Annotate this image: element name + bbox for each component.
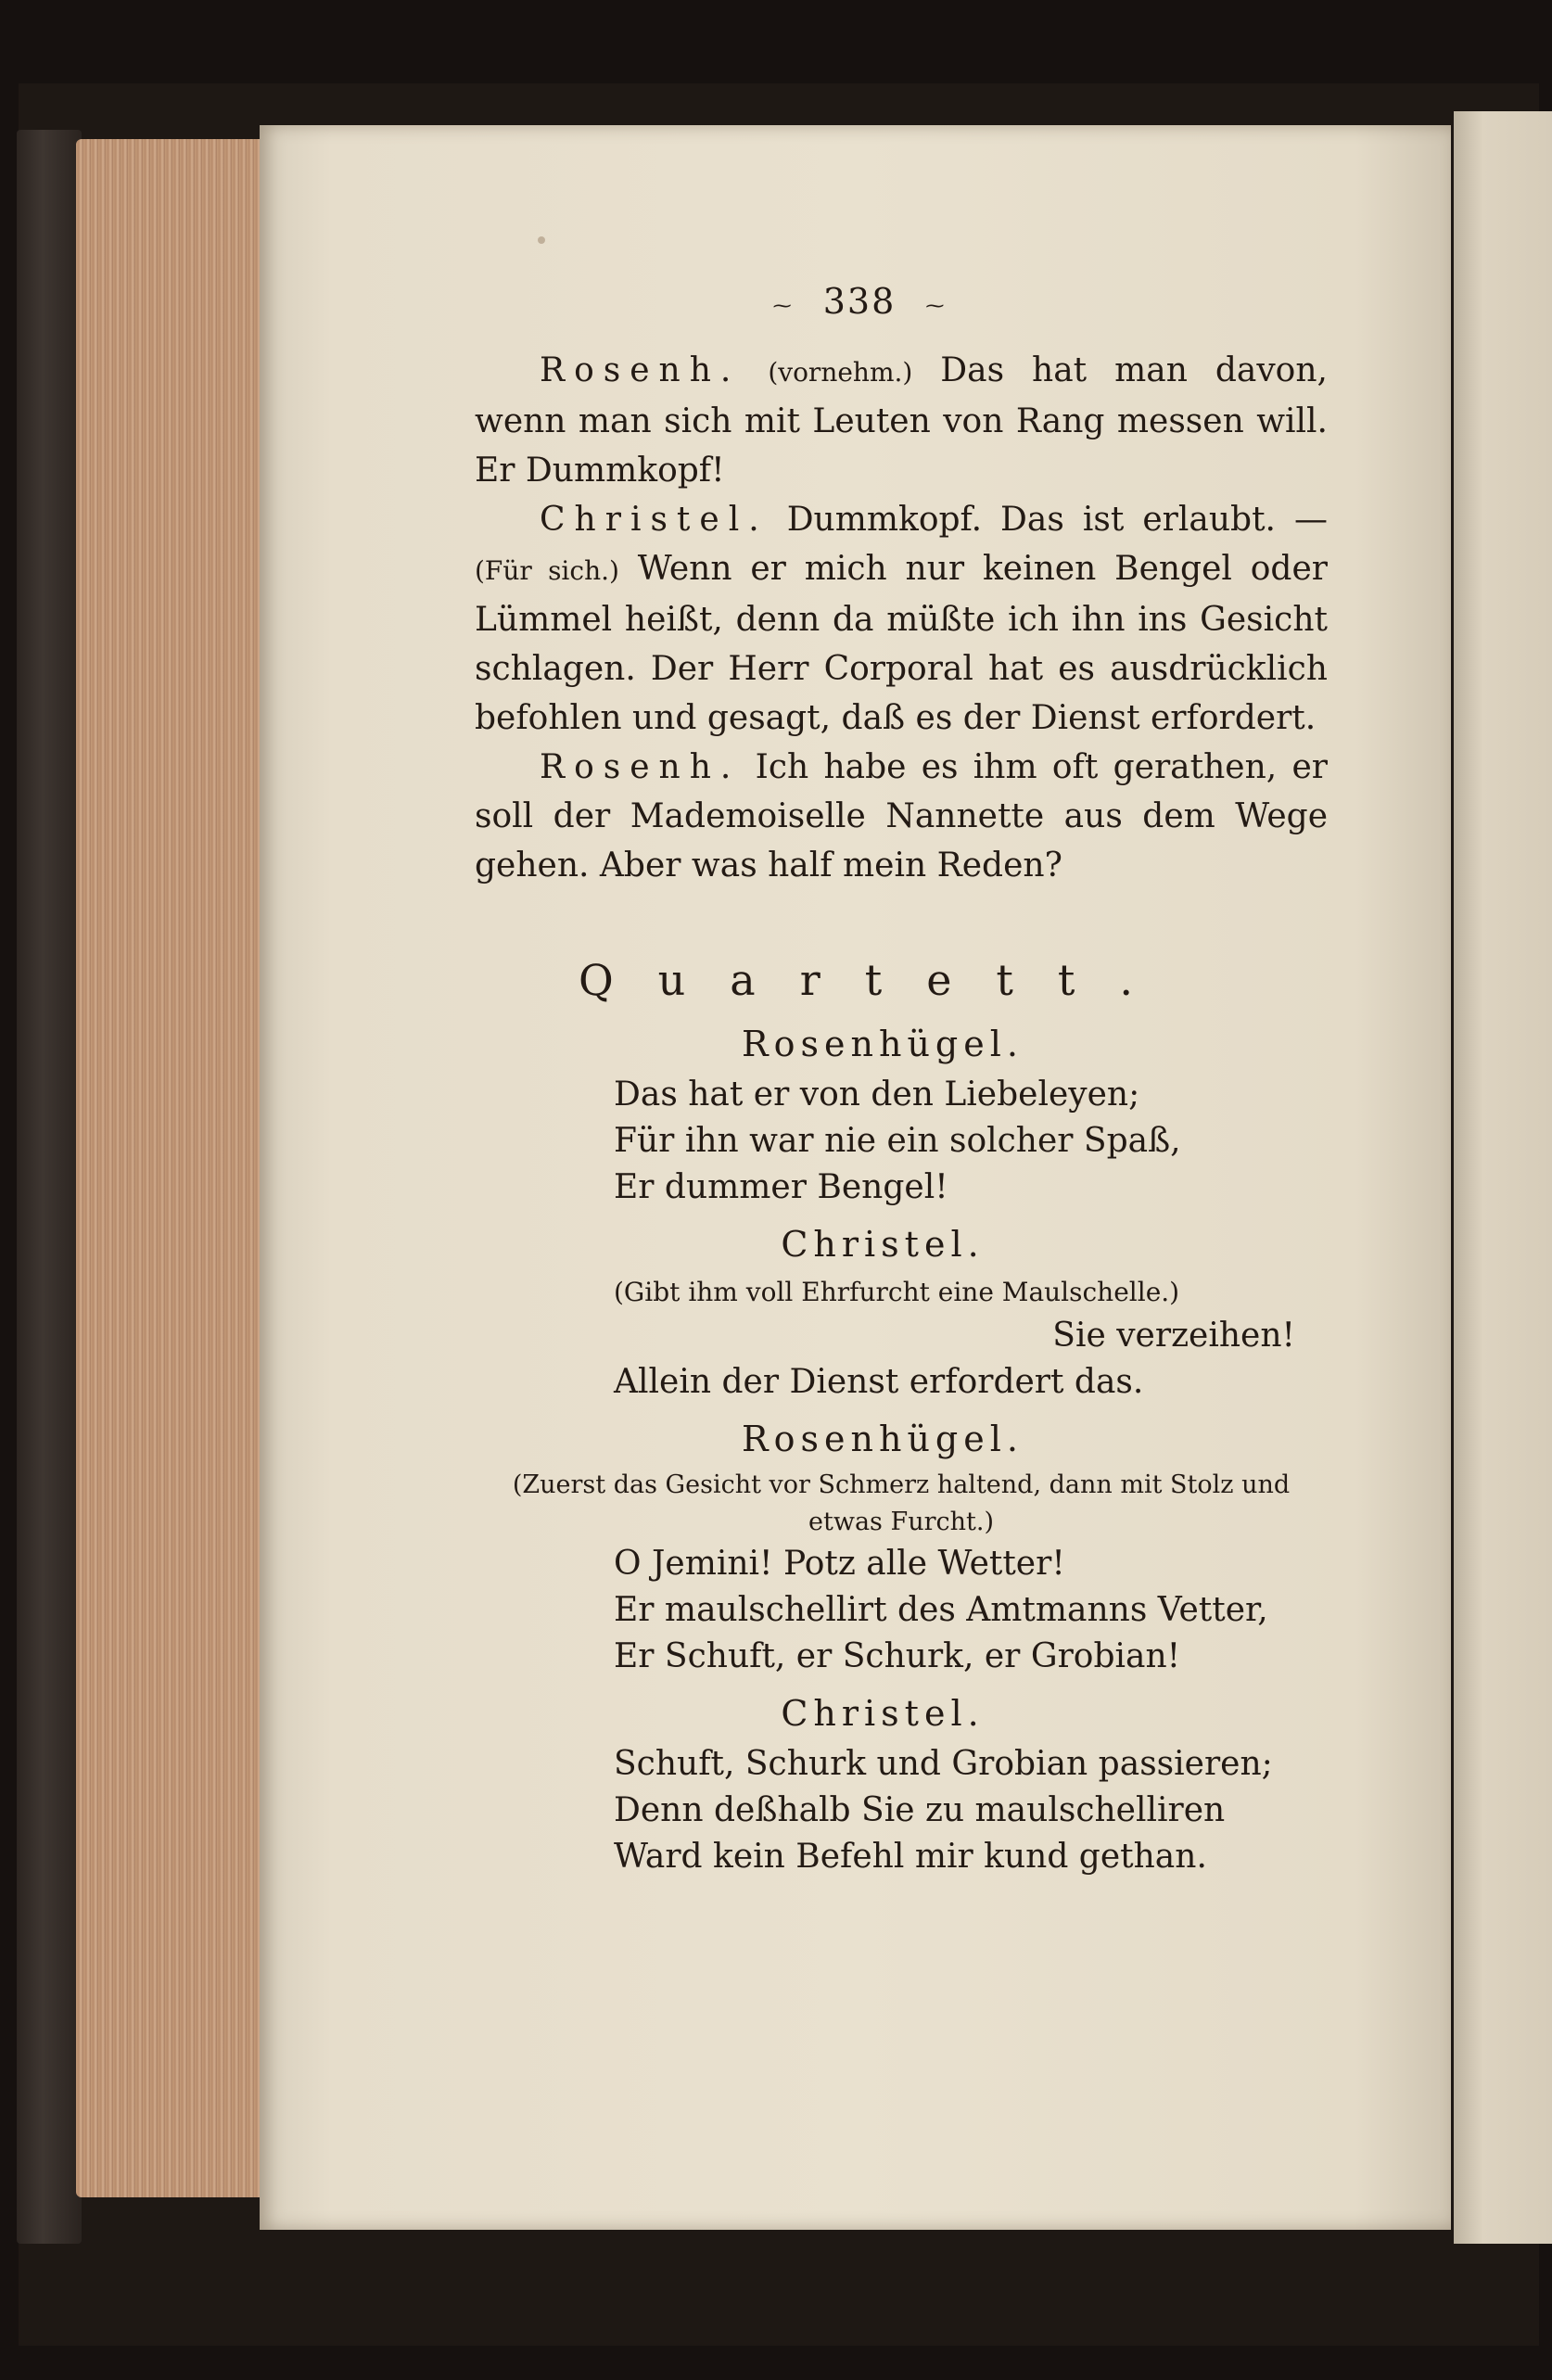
role-name: Christel. <box>781 1693 985 1734</box>
verse-line: Das hat er von den Liebeleyen; <box>614 1075 1140 1114</box>
role-name: Rosenhügel. <box>742 1024 1024 1064</box>
dialogue-paragraph <box>475 743 1328 890</box>
stage-direction: (Zuerst das Gesicht vor Schmerz haltend, dann mit Stolz und etwas Furcht.) <box>512 1470 1291 1536</box>
dialogue-paragraph <box>475 346 1328 495</box>
verse-line: Sie verzeihen! <box>1052 1317 1295 1355</box>
verse-line: O Jemini! Potz alle Wetter! <box>614 1545 1065 1583</box>
stage-direction: (Für sich.) <box>475 555 619 586</box>
ornament-right: ⁓ <box>925 293 947 316</box>
page-edges <box>76 139 271 2197</box>
stage-direction: (Gibt ihm voll Ehrfurcht eine Maulschelle.) <box>614 1277 1180 1307</box>
verse-line: Für ihn war nie ein solcher Spaß, <box>614 1122 1181 1160</box>
page-number: 338 <box>822 281 897 322</box>
verse-line: Denn deßhalb Sie zu maulschelliren <box>614 1791 1226 1829</box>
speaker-name: Rosenh. <box>540 748 741 786</box>
ornament-left: ⁓ <box>772 293 794 316</box>
book-page <box>260 125 1451 2230</box>
verse-line: Er maulschellirt des Amtmanns Vetter, <box>614 1591 1268 1629</box>
section-title: Quartett. <box>578 955 1178 1005</box>
speaker-name: Christel. <box>540 501 769 539</box>
page-text <box>475 281 1328 1880</box>
verse-line: Er Schuft, er Schurk, er Grobian! <box>614 1637 1181 1675</box>
speaker-name: Rosenh. <box>540 351 741 389</box>
dialogue-text: Wenn er mich nur keinen Bengel oder Lümmel heißt, denn da müßte ich ihn ins Gesicht schlagen. Der Herr Corporal hat es ausdrücklich befohlen und gesagt, daß es der Dienst erfordert. <box>475 550 1328 737</box>
dialogue-paragraph <box>475 495 1328 743</box>
dialogue-text: Dummkopf. Das ist erlaubt. — <box>786 501 1328 539</box>
role-name: Rosenhügel. <box>742 1419 1024 1459</box>
facing-page-edge <box>1454 111 1552 2244</box>
page-header <box>475 281 1328 322</box>
verse-line: Ward kein Befehl mir kund gethan. <box>614 1838 1207 1876</box>
verse-line: Schuft, Schurk und Grobian passieren; <box>614 1745 1273 1783</box>
stage-direction: (vornehm.) <box>768 357 913 388</box>
verse-line: Er dummer Bengel! <box>614 1168 948 1206</box>
verse-line: Allein der Dienst erfordert das. <box>614 1363 1144 1401</box>
foxing-spot <box>538 236 545 244</box>
book-spine <box>17 130 82 2244</box>
role-name: Christel. <box>781 1224 985 1265</box>
dialogue-text: Ich habe es ihm oft gerathen, er soll der Mademoiselle Nannette aus dem Wege gehen. Aber was half mein Reden? <box>475 748 1328 885</box>
dialogue-text: Das hat man davon, wenn man sich mit Leuten von Rang messen will. Er Dummkopf! <box>475 351 1328 490</box>
